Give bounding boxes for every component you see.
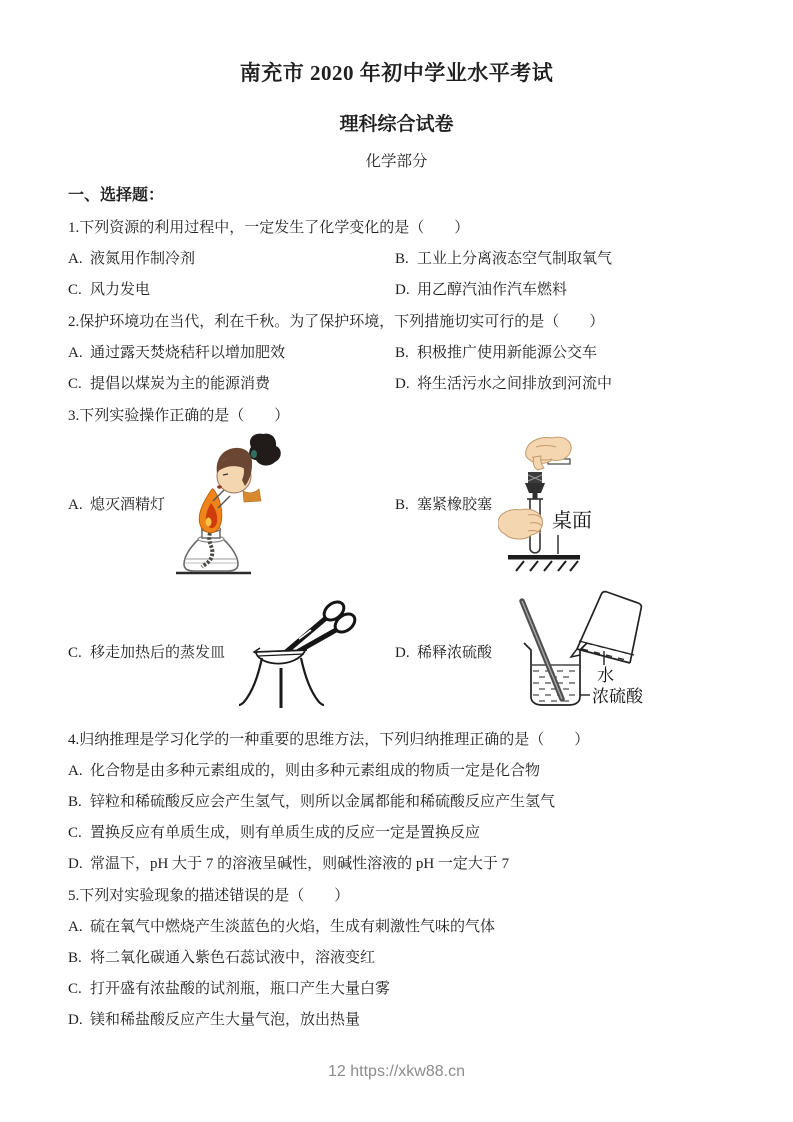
q1-stem: 1.下列资源的利用过程中，一定发生了化学变化的是（ ）	[68, 220, 470, 236]
figure-dilute-acid	[498, 589, 678, 717]
option-label: A.	[68, 497, 83, 513]
q5-option-b	[68, 948, 737, 968]
rubber-stopper-icon	[525, 472, 545, 499]
q5-option-a	[68, 917, 737, 937]
option-label-text	[68, 643, 225, 663]
q3-option-a	[68, 430, 395, 580]
option-label: A.	[68, 345, 83, 361]
q2-options-cd	[68, 374, 737, 394]
option-label-text	[395, 495, 492, 515]
girl-head-icon	[217, 434, 281, 502]
q2-option-a	[68, 343, 395, 363]
q3-figure-row-2	[68, 588, 737, 718]
q1-option-b	[395, 249, 737, 269]
page-footer: 12 https://xkw88.cn	[328, 1063, 465, 1080]
option-text: 稀释浓硫酸	[417, 645, 493, 661]
q1-options-ab	[68, 249, 737, 269]
q1-option-a	[68, 249, 395, 269]
option-text: 镁和稀盐酸反应产生大量气泡，放出热量	[90, 1012, 361, 1028]
q2-options-ab	[68, 343, 737, 363]
option-text: 移走加热后的蒸发皿	[90, 645, 226, 661]
table-surface-icon	[508, 555, 580, 571]
q4-option-b	[68, 792, 737, 812]
upper-hand-icon	[526, 437, 571, 470]
q4-stem: 4.归纳推理是学习化学的一种重要的思维方法，下列归纳推理正确的是（ ）	[68, 732, 590, 748]
option-label: D.	[395, 282, 410, 298]
option-text: 置换反应有单质生成，则有单质生成的反应一定是置换反应	[90, 825, 481, 841]
option-text: 工业上分离液态空气制取氧气	[417, 251, 613, 267]
q3-option-b	[395, 430, 737, 580]
section-title: 化学部分	[365, 153, 428, 170]
table-label: 桌面	[552, 510, 593, 532]
option-label-text	[395, 643, 492, 663]
q5-option-d	[68, 1010, 737, 1030]
q3-option-d	[395, 588, 737, 718]
q2-option-c	[68, 374, 395, 394]
acid-beaker-icon	[524, 643, 587, 705]
option-text: 风力发电	[90, 282, 151, 298]
water-label: 水	[597, 666, 615, 685]
tripod-icon	[239, 658, 324, 708]
option-label: B.	[68, 794, 82, 810]
option-text: 打开盛有浓盐酸的试剂瓶，瓶口产生大量白雾	[90, 981, 391, 997]
q5-option-c	[68, 979, 737, 999]
q3-stem: 3.下列实验操作正确的是（ ）	[68, 408, 290, 424]
option-label: A.	[68, 251, 83, 267]
option-label: B.	[395, 345, 409, 361]
option-text: 液氮用作制冷剂	[90, 251, 196, 267]
figure-evaporating-dish	[231, 590, 359, 716]
figure-stopper-test-tube	[498, 435, 648, 575]
q3-option-c	[68, 588, 395, 718]
option-text: 积极推广使用新能源公交车	[417, 345, 598, 361]
q4-option-d	[68, 854, 737, 874]
option-text: 硫在氧气中燃烧产生淡蓝色的火焰，生成有刺激性气味的气体	[90, 919, 496, 935]
q1-option-d	[395, 280, 737, 300]
q5-stem: 5.下列对实验现象的描述错误的是（ ）	[68, 888, 350, 904]
option-text: 将二氧化碳通入紫色石蕊试液中，溶液变红	[90, 950, 376, 966]
option-text: 常温下，pH 大于 7 的溶液呈碱性，则碱性溶液的 pH 一定大于 7	[90, 856, 510, 872]
option-text: 提倡以煤炭为主的能源消费	[90, 376, 271, 392]
page-subtitle: 理科综合试卷	[339, 114, 454, 135]
option-label: D.	[395, 376, 410, 392]
option-text: 塞紧橡胶塞	[417, 497, 493, 513]
q1-option-c	[68, 280, 395, 300]
option-text: 通过露天焚烧秸秆以增加肥效	[90, 345, 286, 361]
figure-extinguish-lamp	[171, 431, 303, 579]
option-label-text	[68, 495, 165, 515]
option-label: C.	[68, 825, 82, 841]
exam-content	[0, 185, 793, 1030]
option-label: B.	[395, 251, 409, 267]
option-text: 化合物是由多种元素组成的，则由多种元素组成的物质一定是化合物	[90, 763, 541, 779]
option-label: C.	[68, 645, 82, 661]
q1-options-cd	[68, 280, 737, 300]
q2-option-b	[395, 343, 737, 363]
option-label: C.	[68, 282, 82, 298]
acid-label: 浓硫酸	[592, 687, 644, 706]
option-text: 熄灭酒精灯	[90, 497, 166, 513]
option-text: 将生活污水之间排放到河流中	[417, 376, 613, 392]
q2-stem: 2.保护环境功在当代，利在千秋。为了保护环境，下列措施切实可行的是（ ）	[68, 314, 605, 330]
pouring-beaker-icon	[571, 592, 641, 663]
q4-option-c	[68, 823, 737, 843]
q2-option-d	[395, 374, 737, 394]
alcohol-lamp-icon	[176, 526, 251, 573]
option-label: C.	[68, 981, 82, 997]
option-label: B.	[395, 497, 409, 513]
option-label: B.	[68, 950, 82, 966]
option-label: A.	[68, 763, 83, 779]
q3-figure-row-1	[68, 430, 737, 580]
option-label: D.	[68, 1012, 83, 1028]
option-label: D.	[395, 645, 410, 661]
page-title: 南充市 2020 年初中学业水平考试	[239, 61, 554, 85]
glass-rod-icon	[522, 601, 562, 699]
option-text: 用乙醇汽油作汽车燃料	[417, 282, 568, 298]
option-label: C.	[68, 376, 82, 392]
option-text: 锌粒和稀硫酸反应会产生氢气，则所以金属都能和稀硫酸反应产生氢气	[90, 794, 556, 810]
option-label: A.	[68, 919, 83, 935]
q4-option-a	[68, 761, 737, 781]
option-label: D.	[68, 856, 83, 872]
part-heading: 一、选择题：	[68, 187, 165, 204]
